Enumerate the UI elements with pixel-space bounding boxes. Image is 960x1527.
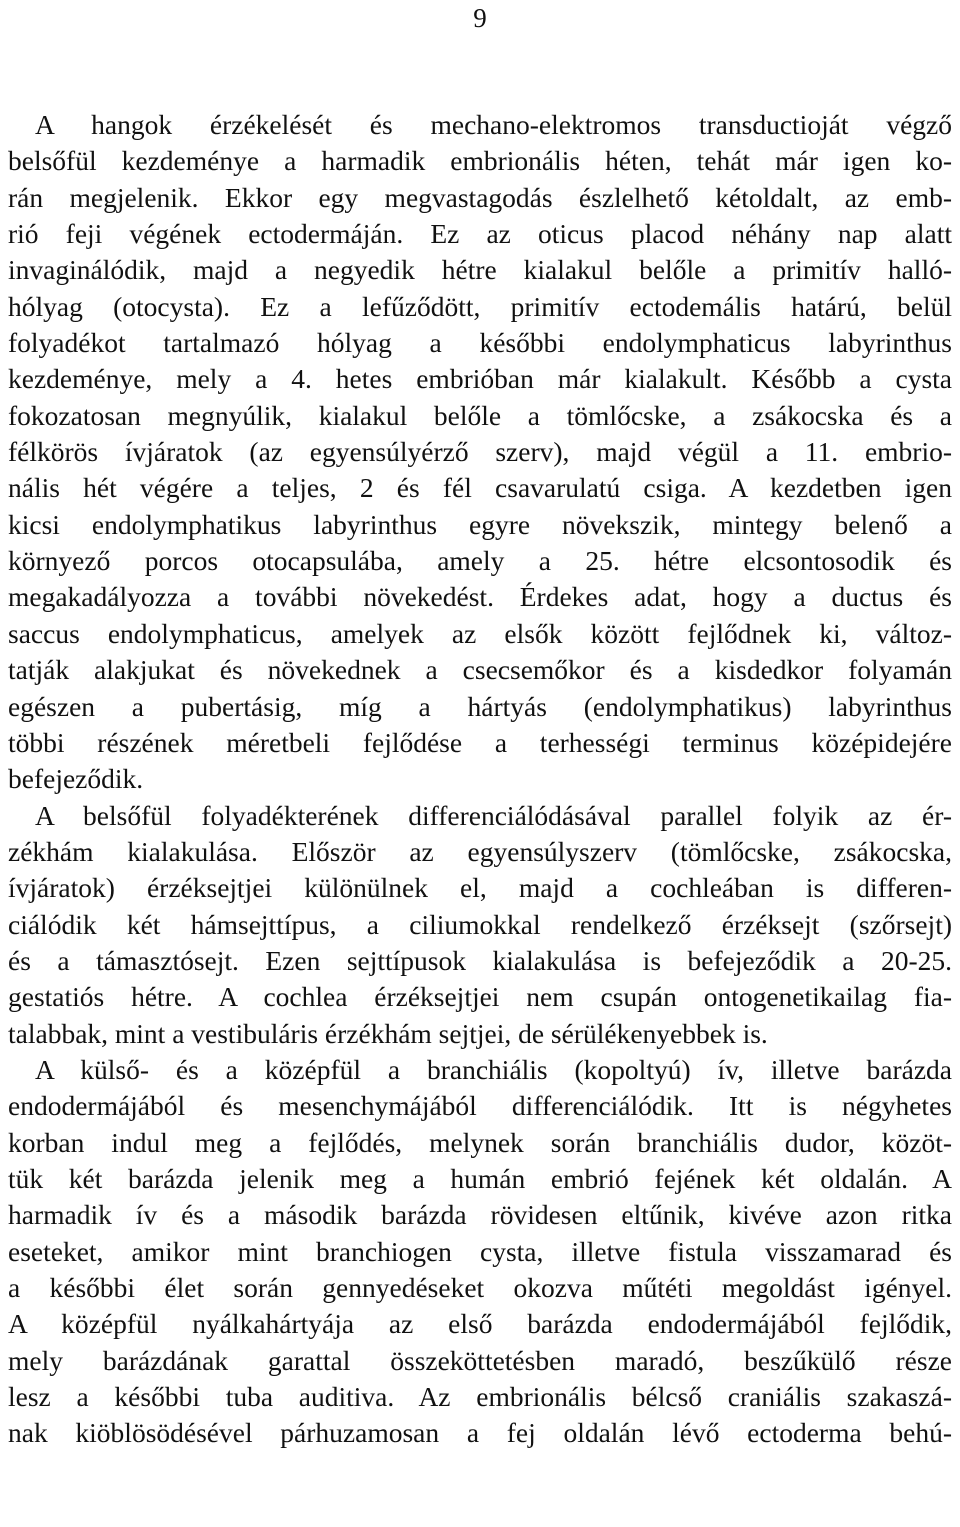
text-line: korban indul meg a fejlődés, melynek során branchiális dudor, közöt- (8, 1126, 952, 1158)
text-line: A középfül nyálkahártyája az első barázda endodermájából fejlődik, (8, 1308, 952, 1340)
text-line: A külső- és a középfül a branchiális (kopoltyú) ív, illetve barázda (35, 1053, 952, 1085)
text-line: ciálódik két hámsejttípus, a ciliumokkal rendelkező érzéksejt (szőrsejt) (8, 908, 952, 940)
text-line: belsőfül kezdeménye a harmadik embrionális héten, tehát már igen ko- (8, 145, 952, 177)
text-line: félkörös ívjáratok (az egyensúlyérző szerv), majd végül a 11. embrio- (8, 436, 952, 468)
text-line: endodermájából és mesenchymájából differenciálódik. Itt is négyhetes (8, 1090, 952, 1122)
text-line: kicsi endolymphatikus labyrinthus egyre növekszik, mintegy belenő a (8, 508, 952, 540)
text-line: kezdeménye, mely a 4. hetes embrióban már kialakult. Később a cysta (8, 363, 952, 395)
text-line: tatják alakjukat és növekednek a csecsemőkor és a kisdedkor folyamán (8, 654, 952, 686)
text-line: invaginálódik, majd a negyedik hétre kialakul belőle a primitív halló- (8, 254, 952, 286)
text-line: egészen a pubertásig, míg a hártyás (endolymphatikus) labyrinthus (8, 690, 952, 722)
text-line: saccus endolymphaticus, amelyek az elsők között fejlődnek ki, változ- (8, 617, 952, 649)
text-line: A belsőfül folyadékterének differenciálódásával parallel folyik az ér- (35, 799, 952, 831)
text-line: hólyag (otocysta). Ez a lefűződött, primitív ectodemális határú, belül (8, 290, 952, 322)
text-line: nak kiöblösödésével párhuzamosan a fej oldalán lévő ectoderma behú- (8, 1417, 952, 1449)
text-line: megakadályozza a további növekedést. Érdekes adat, hogy a ductus és (8, 581, 952, 613)
text-line: mely barázdának garattal összeköttetésben maradó, beszűkülő része (8, 1344, 952, 1376)
text-line: lesz a későbbi tuba auditiva. Az embrionális bélcső craniális szakaszá- (8, 1381, 952, 1413)
text-line: tük két barázda jelenik meg a humán embrió fejének két oldalán. A (8, 1162, 952, 1194)
page-number: 9 (473, 3, 487, 33)
text-line: nális hét végére a teljes, 2 és fél csavarulatú csiga. A kezdetben igen (8, 472, 952, 504)
text-line: ívjáratok) érzéksejtjei különülnek el, majd a cochleában is differen- (8, 872, 952, 904)
text-line: gestatiós hétre. A cochlea érzéksejtjei nem csupán ontogenetikailag fia- (8, 981, 952, 1013)
text-line: rió feji végének ectodermáján. Ez az oticus placod néhány nap alatt (8, 218, 952, 250)
body-text (8, 107, 952, 1452)
text-line: zékhám kialakulása. Először az egyensúlyszerv (tömlőcske, zsákocska, (8, 835, 952, 867)
text-line: harmadik ív és a második barázda rövidesen eltűnik, kivéve azon ritka (8, 1199, 952, 1231)
text-line: folyadékot tartalmazó hólyag a későbbi endolymphaticus labyrinthus (8, 327, 952, 359)
text-line: környező porcos otocapsulába, amely a 25. hétre elcsontosodik és (8, 545, 952, 577)
text-line: többi részének méretbeli fejlődése a terhességi terminus középidejére (8, 726, 952, 758)
text-line: talabbak, mint a vestibuláris érzékhám sejtjei, de sérülékenyebbek is. (8, 1017, 768, 1049)
text-line: a későbbi élet során gennyedéseket okozva műtéti megoldást igényel. (8, 1272, 952, 1303)
text-line: befejeződik. (8, 763, 144, 795)
text-line: A hangok érzékelését és mechano-elektromos transductioját végző (35, 109, 952, 140)
text-line: eseteket, amikor mint branchiogen cysta, illetve fistula visszamarad és (8, 1235, 952, 1267)
text-line: és a támasztósejt. Ezen sejttípusok kialakulása is befejeződik a 20-25. (8, 944, 952, 976)
text-line: fokozatosan megnyúlik, kialakul belőle a tömlőcske, a zsákocska és a (8, 399, 952, 431)
text-line: rán megjelenik. Ekkor egy megvastagodás észlelhető kétoldalt, az emb- (8, 181, 952, 213)
